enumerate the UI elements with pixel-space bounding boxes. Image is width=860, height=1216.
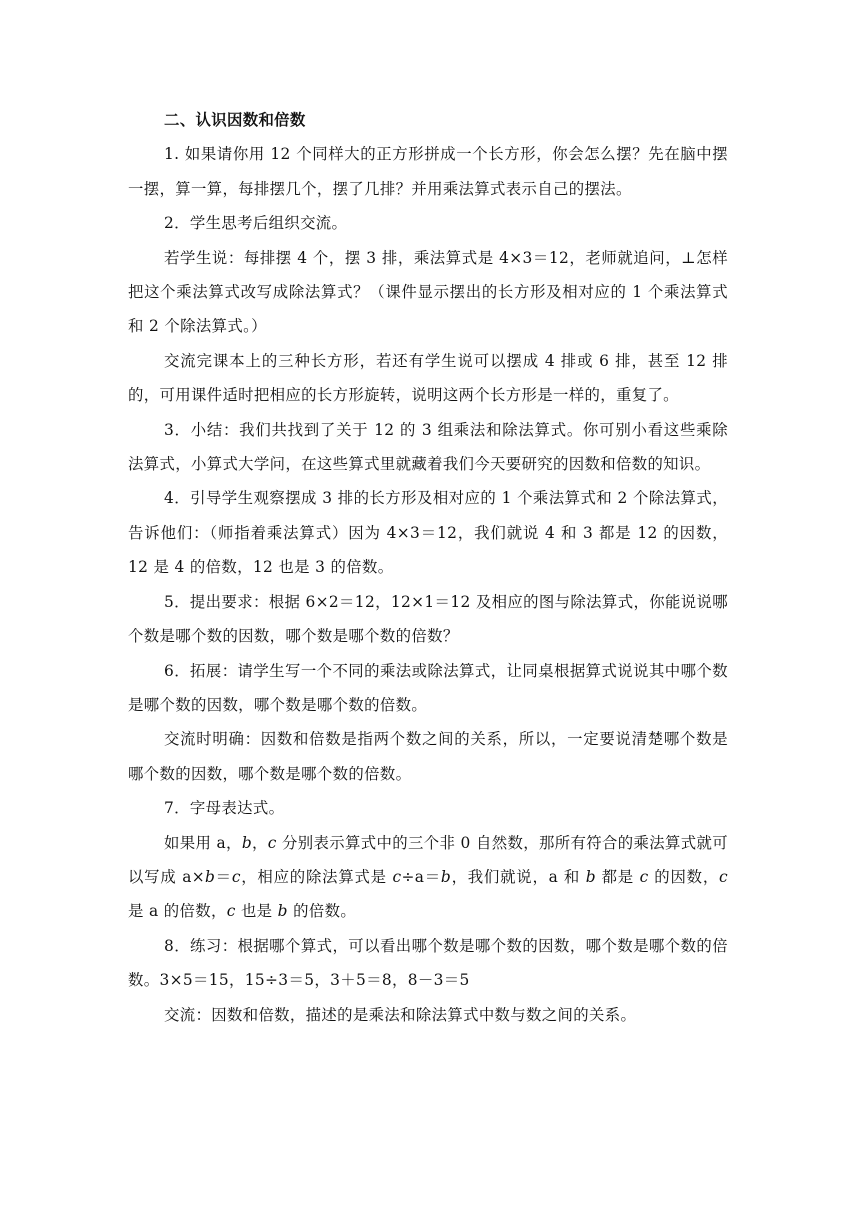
text-run: 的倍数。 [287,902,357,921]
paragraph-practice: 8．练习：根据哪个算式，可以看出哪个数是哪个数的因数，哪个数是哪个数的倍数。3×5＝15，15÷3＝5，3＋5＝8，8－3＝5 [128,936,728,990]
var-c: c [226,902,236,921]
text-run: ÷a＝ [401,867,441,886]
var-c: c [231,867,241,886]
paragraph-summary: 交流：因数和倍数，描述的是乘法和除法算式中数与数之间的关系。 [164,1005,637,1024]
text-run: 的因数， [648,867,720,886]
text-run: ， [252,833,268,852]
paragraph-letter-expression [128,826,728,929]
paragraph-9: 交流时明确：因数和倍数是指两个数之间的关系，所以，一定要说清楚哪个数是哪个数的因数，哪个数是哪个数的倍数。 [128,730,728,783]
var-b: b [440,867,452,886]
paragraph-10: 7．字母表达式。 [164,799,285,818]
paragraph-5: 3．小结：我们共找到了关于 12 的 3 组乘法和除法算式。你可别小看这些乘除法算式，小算式大学问，在这些算式里就藏着我们今天要研究的因数和倍数的知识。 [128,420,728,474]
var-c: c [392,867,402,886]
var-c: c [719,867,728,886]
document-body [128,103,728,1032]
var-b: b [241,833,253,852]
var-b: b [205,867,216,886]
paragraph-3: 若学生说：每排摆 4 个，摆 3 排，乘法算式是 4×3＝12，老师就追问，⊥怎样把这个乘法算式改写成除法算式？（课件显示摆出的长方形及相对应的 1 个乘法算式和 2 个除法算式。） [128,248,728,336]
text-run: 是 a 的倍数， [128,902,227,921]
text-run: 都是 [595,867,640,886]
var-b: b [277,902,288,921]
var-c: c [267,833,277,852]
text-run: 如果用 a， [164,833,242,852]
paragraph-1: 1. 如果请你用 12 个同样大的正方形拼成一个长方形，你会怎么摆？先在脑中摆一摆，算一算，每排摆几个，摆了几排？并用乘法算式表示自己的摆法。 [128,145,728,198]
var-c: c [639,867,649,886]
text-run: ，我们就说，a 和 [451,867,586,886]
var-b: b [585,867,596,886]
text-run: 也是 [235,902,278,921]
paragraph-6: 4．引导学生观察摆成 3 排的长方形及相对应的 1 个乘法算式和 2 个除法算式，告诉他们：（师指着乘法算式）因为 4×3＝12，我们就说 4 和 3 都是 12 的因数，12 是 4 的倍数，12 也是 3 的倍数。 [128,489,728,577]
paragraph-4: 交流完课本上的三种长方形，若还有学生说可以摆成 4 排或 6 排，甚至 12 排的，可用课件适时把相应的长方形旋转，说明这两个长方形是一样的，重复了。 [128,351,728,405]
paragraph-7: 5．提出要求：根据 6×2＝12，12×1＝12 及相应的图与除法算式，你能说说哪个数是哪个数的因数，哪个数是哪个数的倍数？ [128,592,728,646]
section-heading: 二、认识因数和倍数 [164,111,306,129]
paragraph-2: 2．学生思考后组织交流。 [164,214,348,233]
paragraph-8: 6．拓展：请学生写一个不同的乘法或除法算式，让同桌根据算式说说其中哪个数是哪个数的因数，哪个数是哪个数的倍数。 [128,661,728,714]
text-run: 分别表示算式中的三个非 0 自然数，那所有符合的乘法算式就可以写成 a× [128,833,728,886]
text-run: ，相应的除法算式是 [240,867,393,886]
text-run: ＝ [215,867,232,886]
